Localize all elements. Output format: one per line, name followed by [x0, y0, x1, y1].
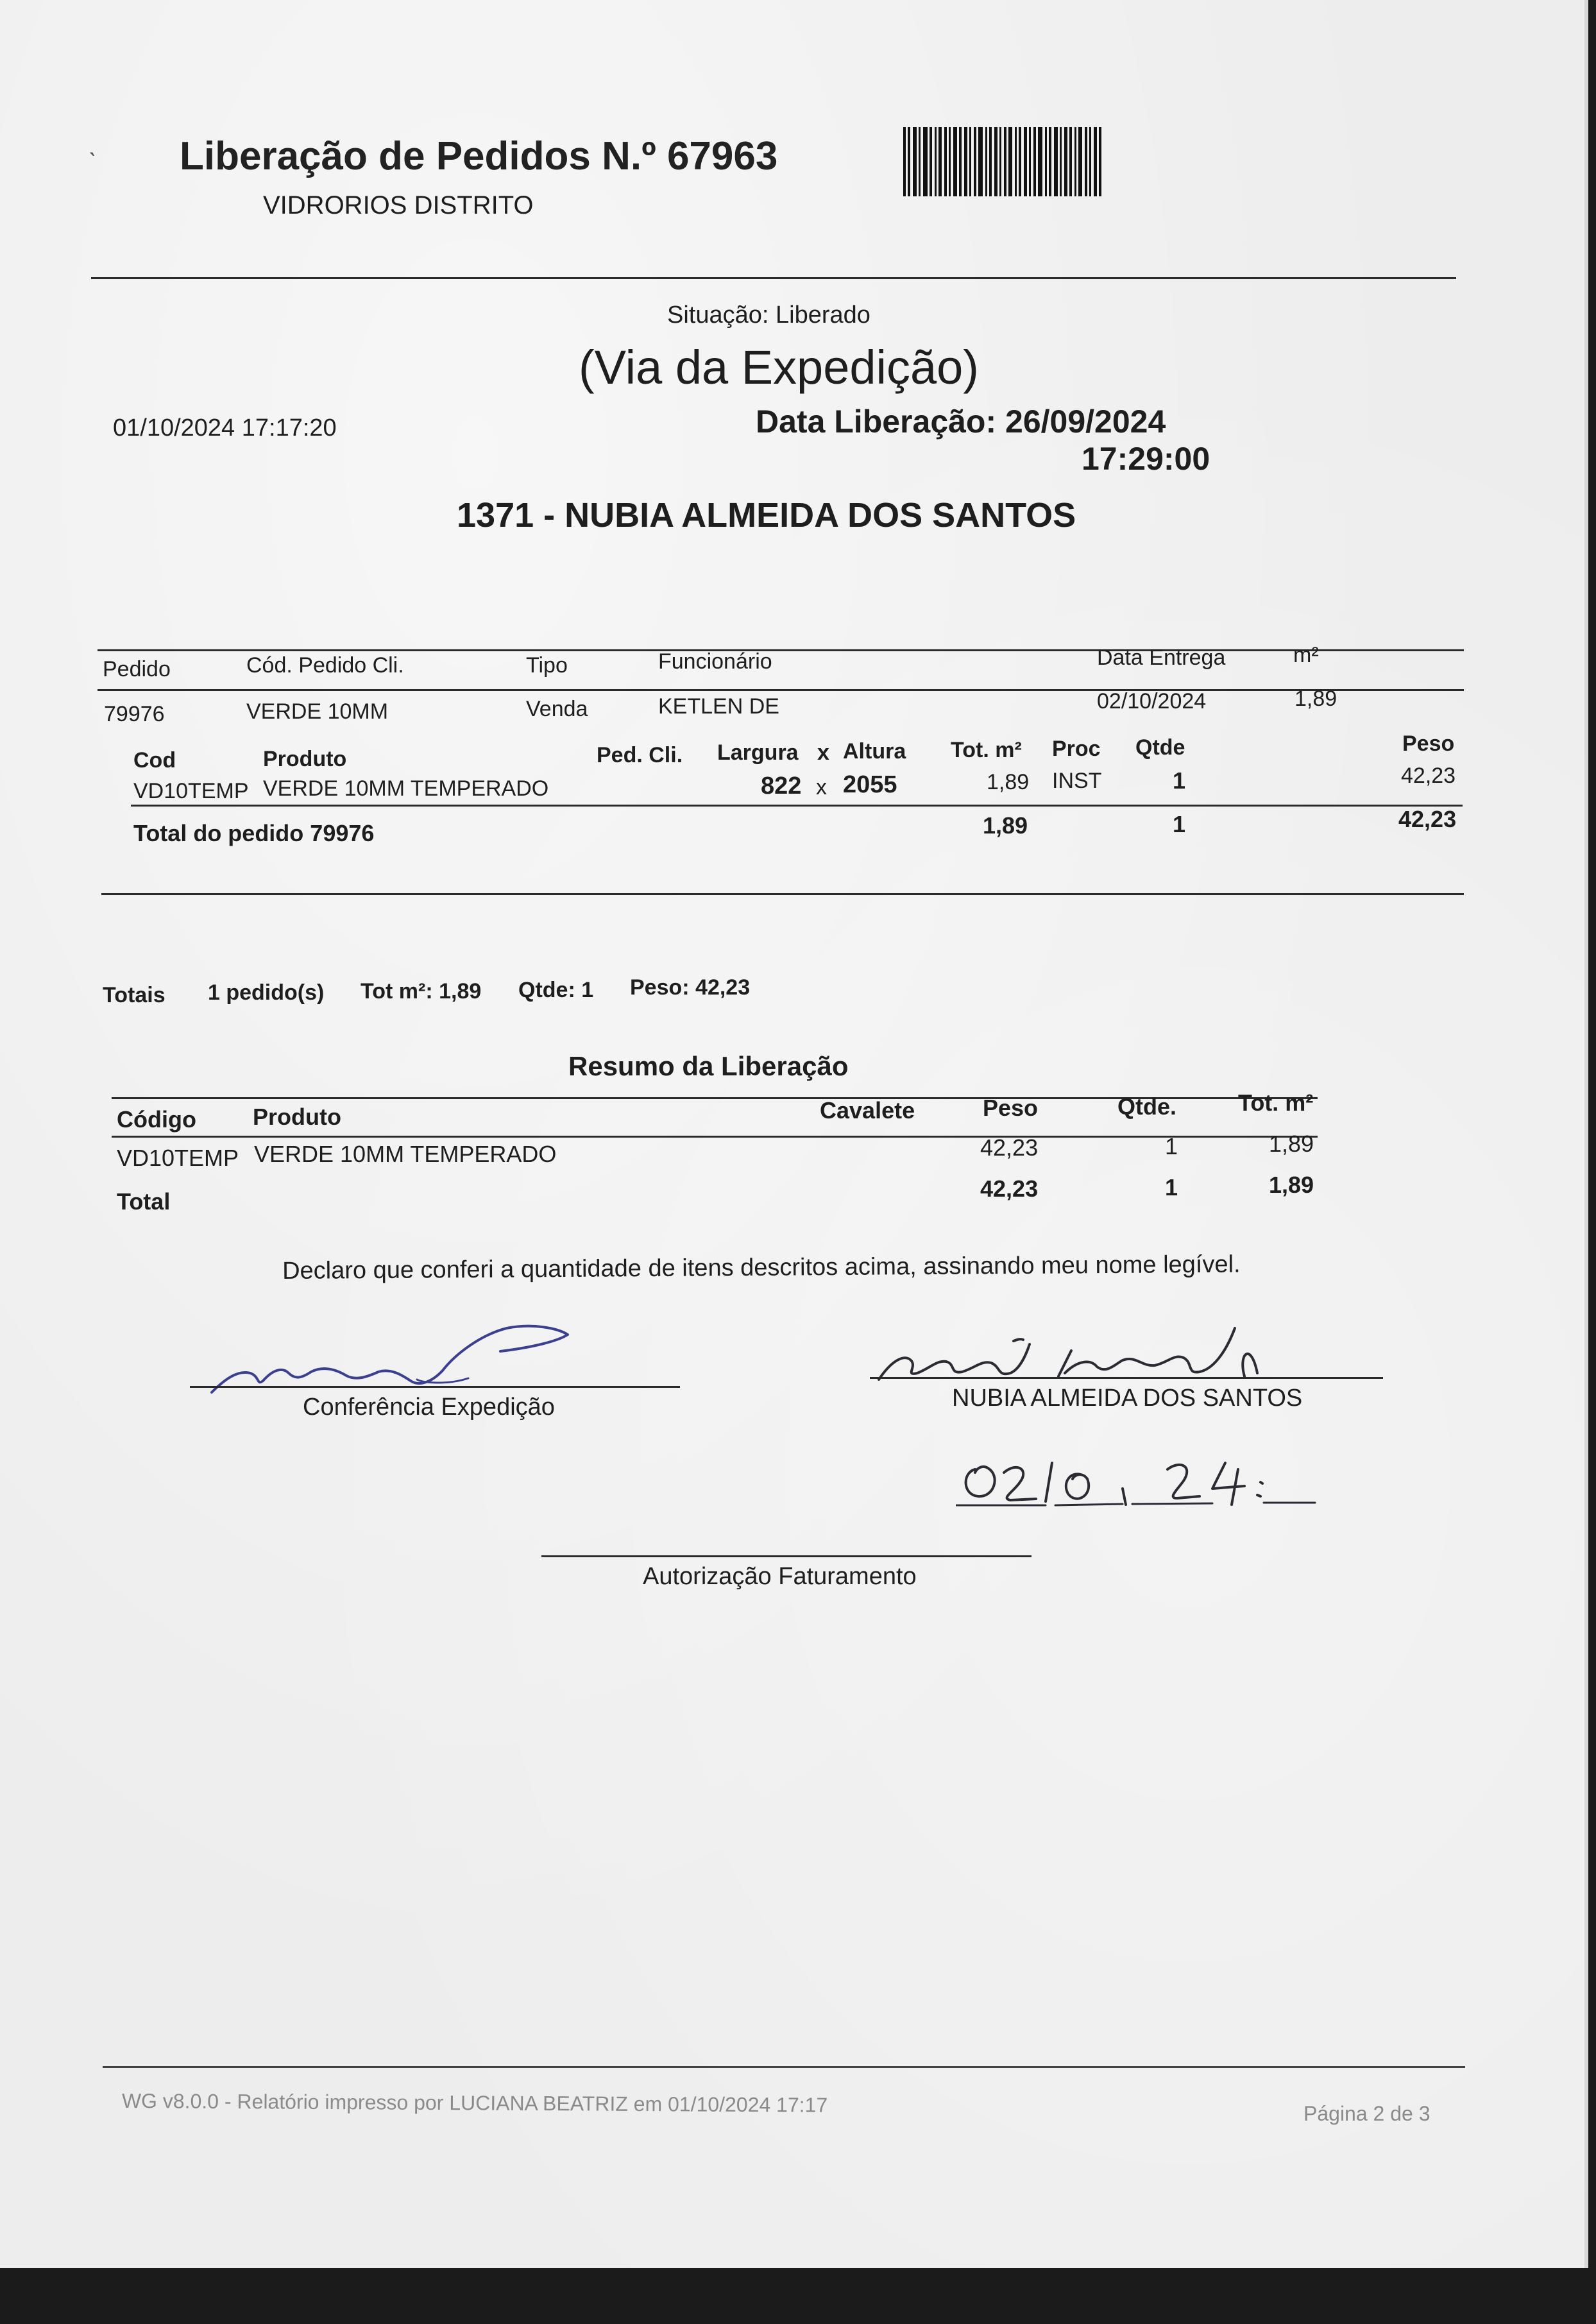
hora-liberacao: 17:29:00	[1082, 441, 1210, 477]
item-col-produto: Produto	[263, 747, 347, 771]
item-proc: INST	[1052, 769, 1102, 793]
resumo-total-m2: 1,89	[1269, 1172, 1314, 1198]
order-table-header-line	[98, 689, 1464, 691]
item-peso: 42,23	[1401, 764, 1456, 788]
client-signature-line	[870, 1377, 1383, 1379]
item-col-peso: Peso	[1402, 731, 1455, 756]
client-signature-name: NUBIA ALMEIDA DOS SANTOS	[952, 1385, 1303, 1412]
item-qtde: 1	[1173, 767, 1186, 794]
item-col-largura: Largura	[717, 740, 799, 765]
resumo-title: Resumo da Liberação	[568, 1051, 849, 1081]
client-signature	[866, 1315, 1328, 1392]
order-data-entrega: 02/10/2024	[1097, 689, 1207, 713]
client-name: 1371 - NUBIA ALMEIDA DOS SANTOS	[457, 496, 1076, 534]
footer-line	[103, 2066, 1465, 2068]
barcode-bar	[1099, 127, 1101, 196]
item-col-proc: Proc	[1052, 737, 1101, 761]
autorizacao-line	[541, 1555, 1031, 1557]
conferencia-line	[190, 1386, 680, 1388]
item-col-x: x	[817, 740, 829, 765]
col-tipo: Tipo	[526, 653, 568, 678]
items-total-line	[131, 805, 1463, 807]
barcode-bar	[1038, 127, 1042, 196]
resumo-peso: 42,23	[980, 1134, 1039, 1161]
resumo-col-tot-m2: Tot. m²	[1238, 1089, 1314, 1116]
item-col-qtde: Qtde	[1135, 735, 1185, 760]
order-table-bottom-line	[101, 893, 1464, 895]
barcode-icon	[903, 127, 1142, 196]
barcode-bar	[978, 127, 983, 196]
footer-printed-by: WG v8.0.0 - Relatório impresso por LUCIANA BEATRIZ em 01/10/2024 17:17	[121, 2089, 828, 2117]
totais-qtde: Qtde: 1	[518, 978, 594, 1002]
item-col-altura: Altura	[843, 739, 906, 764]
totais-peso: Peso: 42,23	[630, 975, 751, 1000]
print-datetime: 01/10/2024 17:17:20	[113, 414, 337, 441]
conferencia-signature	[199, 1309, 597, 1405]
order-table-top-line	[98, 649, 1464, 651]
order-m2: 1,89	[1295, 687, 1337, 711]
order-pedido: 79976	[104, 702, 165, 726]
item-col-cod: Cod	[133, 748, 176, 773]
order-funcionario: KETLEN DE	[658, 694, 779, 719]
item-col-ped-cli: Ped. Cli.	[597, 743, 683, 767]
col-m2: m²	[1293, 643, 1319, 667]
totais-pedidos: 1 pedido(s)	[208, 980, 325, 1005]
item-cod: VD10TEMP	[133, 779, 249, 803]
footer-page: Página 2 de 3	[1303, 2102, 1430, 2125]
resumo-codigo: VD10TEMP	[117, 1145, 239, 1171]
order-tipo: Venda	[526, 697, 588, 721]
conferencia-label: Conferência Expedição	[303, 1394, 555, 1421]
col-pedido: Pedido	[103, 657, 171, 681]
handwritten-date	[956, 1444, 1328, 1514]
col-funcionario: Funcionário	[658, 649, 772, 674]
resumo-qtde: 1	[1165, 1133, 1178, 1159]
resumo-col-codigo: Código	[117, 1106, 196, 1132]
resumo-col-qtde: Qtde.	[1117, 1093, 1177, 1120]
resumo-total-peso: 42,23	[980, 1175, 1039, 1202]
order-total-label: Total do pedido 79976	[133, 820, 375, 846]
resumo-col-peso: Peso	[983, 1095, 1039, 1121]
header-divider	[91, 277, 1456, 279]
resumo-total-label: Total	[117, 1188, 171, 1215]
item-altura: 2055	[843, 771, 897, 798]
order-total-peso: 42,23	[1398, 806, 1457, 832]
item-x: x	[816, 775, 827, 799]
corner-mark: ˎ	[89, 128, 98, 157]
col-data-entrega: Data Entrega	[1097, 645, 1226, 670]
document-title: Liberação de Pedidos N.º 67963	[180, 134, 778, 178]
col-cod-pedido-cli: Cód. Pedido Cli.	[246, 653, 404, 678]
item-produto: VERDE 10MM TEMPERADO	[263, 776, 549, 801]
totais-label: Totais	[103, 983, 166, 1007]
order-cod-pedido-cli: VERDE 10MM	[246, 699, 389, 724]
resumo-col-cavalete: Cavalete	[820, 1097, 915, 1124]
resumo-total-qtde: 1	[1165, 1174, 1178, 1200]
resumo-header-line	[112, 1136, 1318, 1138]
barcode-bar	[923, 127, 928, 196]
order-total-qtde: 1	[1173, 811, 1186, 837]
via-label: (Via da Expedição)	[579, 341, 979, 394]
situacao-label: Situação: Liberado	[667, 302, 870, 329]
company-name: VIDRORIOS DISTRITO	[263, 191, 534, 219]
item-col-tot-m2: Tot. m²	[951, 738, 1022, 762]
resumo-col-produto: Produto	[253, 1104, 341, 1130]
item-largura: 822	[761, 773, 802, 799]
resumo-produto: VERDE 10MM TEMPERADO	[254, 1141, 557, 1167]
data-liberacao: Data Liberação: 26/09/2024	[756, 404, 1166, 440]
item-tot-m2: 1,89	[987, 770, 1030, 794]
totais-m2: Tot m²: 1,89	[361, 979, 482, 1004]
order-total-m2: 1,89	[983, 812, 1028, 839]
resumo-tot-m2: 1,89	[1269, 1131, 1314, 1157]
autorizacao-label: Autorização Faturamento	[643, 1563, 917, 1590]
declaration-text: Declaro que conferi a quantidade de itens descritos acima, assinando meu nome legível.	[282, 1251, 1241, 1285]
